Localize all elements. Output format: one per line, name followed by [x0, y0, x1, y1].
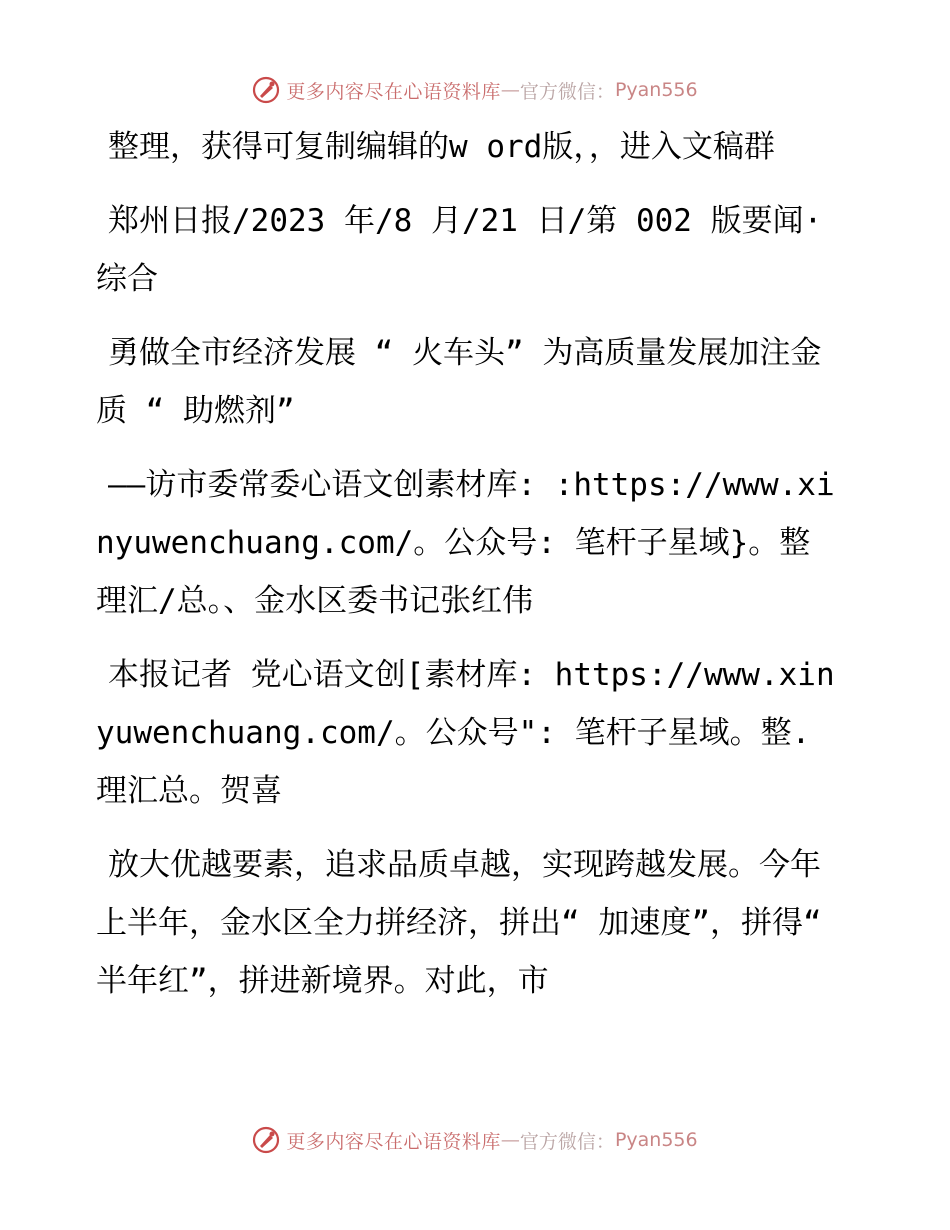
watermark-wechat-label: 官方微信：	[519, 80, 615, 103]
header-watermark	[0, 72, 950, 108]
paragraph-intro: 整理，获得可复制编辑的w ord版，，进入文稿群	[108, 129, 775, 165]
footer-watermark	[0, 1122, 950, 1158]
pen-logo-icon	[252, 76, 280, 104]
paragraph-source: 郑州日报/2023 年/8 月/21 日/第 002 版要闻·综合	[96, 203, 823, 297]
watermark-wechat-id: Pyan556	[614, 1129, 698, 1151]
pen-logo-icon	[252, 1126, 280, 1154]
paragraph-subheadline: ——访市委常委心语文创素材库: :https://www.xinyuwenchuang.com/。公众号: 笔杆子星域}。整理汇/总。、金水区委书记张红伟	[96, 467, 835, 619]
watermark-brand: 更多内容尽在心语资料库	[286, 1130, 501, 1153]
watermark-separator: —	[500, 79, 520, 101]
paragraph-headline: 勇做全市经济发展 “ 火车头” 为高质量发展加注金质 “ 助燃剂”	[96, 335, 822, 429]
document-body	[96, 118, 836, 1026]
watermark-brand: 更多内容尽在心语资料库	[286, 80, 501, 103]
watermark-wechat-label: 官方微信：	[519, 1130, 615, 1153]
paragraph-body: 放大优越要素，追求品质卓越，实现跨越发展。今年上半年，金水区全力拼经济，拼出“ 加速度”，拼得“ 半年红”，拼进新境界。对此，市	[96, 847, 822, 999]
watermark-separator: —	[500, 1129, 520, 1151]
paragraph-byline: 本报记者 党心语文创[素材库: https://www.xinyuwenchuang.com/。公众号": 笔杆子星域。整.理汇总。贺喜	[96, 657, 835, 809]
watermark-wechat-id: Pyan556	[614, 79, 698, 101]
